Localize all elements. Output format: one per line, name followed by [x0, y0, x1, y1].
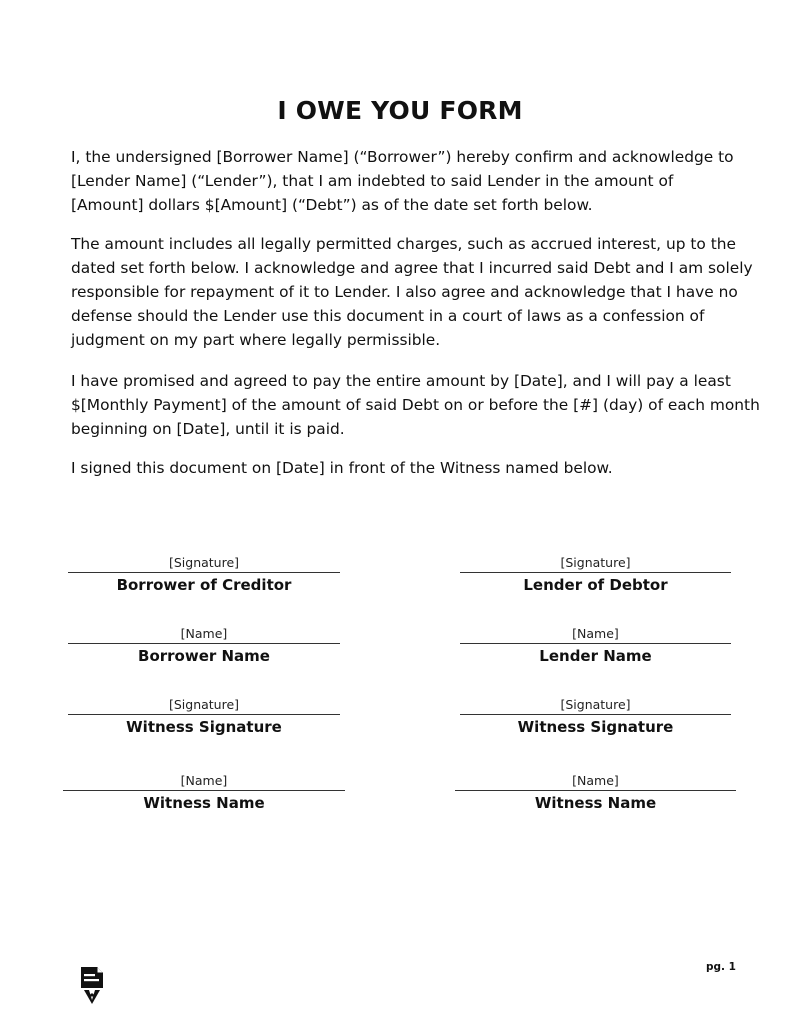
signature-label: Witness Signature — [126, 718, 282, 736]
name-placeholder[interactable]: [Name] — [572, 626, 619, 641]
text-line: defense should the Lender use this document in a court of laws as a confession of — [71, 307, 705, 325]
text-line: $[Monthly Payment] of the amount of said Debt on or before the [#] (day) of each month — [71, 396, 760, 414]
text-line: The amount includes all legally permitted charges, such as accrued interest, up to the — [71, 235, 736, 253]
signature-line — [460, 572, 731, 573]
text-line: I, the undersigned [Borrower Name] (“Borrower”) hereby confirm and acknowledge to — [71, 148, 734, 166]
signature-label: Lender Name — [539, 647, 652, 665]
pen-document-icon — [80, 966, 106, 1006]
signature-placeholder[interactable]: [Signature] — [560, 555, 631, 570]
signature-line — [68, 643, 340, 644]
signature-line — [460, 643, 731, 644]
signature-label: Witness Name — [534, 794, 657, 812]
text-line: judgment on my part where legally permissible. — [71, 331, 441, 349]
paragraph-acknowledgement — [71, 145, 734, 217]
signature-label: Borrower Name — [138, 647, 270, 665]
text-line: I signed this document on [Date] in front of the Witness named below. — [71, 459, 613, 477]
name-placeholder[interactable]: [Name] — [180, 773, 228, 788]
text-line: I have promised and agreed to pay the entire amount by [Date], and I will pay a least — [71, 372, 731, 390]
signature-line — [460, 714, 731, 715]
page-number: pg. 1 — [706, 961, 736, 973]
signature-label: Witness Name — [143, 794, 265, 812]
text-line: [Amount] dollars $[Amount] (“Debt”) as of the date set forth below. — [71, 196, 593, 214]
signature-block-witness-left — [68, 697, 340, 736]
text-line: responsible for repayment of it to Lender. I also agree and acknowledge that I have no — [71, 283, 738, 301]
name-block-lender — [460, 626, 731, 665]
name-block-witness-left — [63, 773, 345, 812]
signature-label: Witness Signature — [517, 718, 674, 736]
signature-label: Lender of Debtor — [523, 576, 668, 594]
signature-block-witness-right — [460, 697, 731, 736]
name-block-witness-right — [455, 773, 736, 812]
document-title: I OWE YOU FORM — [277, 96, 523, 125]
signature-line — [68, 714, 340, 715]
text-line: [Lender Name] (“Lender”), that I am indebted to said Lender in the amount of — [71, 172, 674, 190]
name-placeholder[interactable]: [Name] — [572, 773, 619, 788]
name-block-borrower — [68, 626, 340, 665]
signature-line — [63, 790, 345, 791]
signature-line — [68, 572, 340, 573]
paragraph-signing-statement — [71, 456, 731, 480]
paragraph-charges — [71, 232, 753, 352]
signature-block-borrower — [68, 555, 340, 594]
signature-placeholder[interactable]: [Signature] — [168, 555, 240, 570]
text-line: beginning on [Date], until it is paid. — [71, 420, 345, 438]
signature-placeholder[interactable]: [Signature] — [560, 697, 631, 712]
paragraph-payment-terms — [71, 369, 760, 441]
signature-placeholder[interactable]: [Signature] — [168, 697, 240, 712]
signature-line — [455, 790, 736, 791]
text-line: dated set forth below. I acknowledge and agree that I incurred said Debt and I am solely — [71, 259, 753, 277]
signature-block-lender — [460, 555, 731, 594]
signature-label: Borrower of Creditor — [116, 576, 292, 594]
name-placeholder[interactable]: [Name] — [180, 626, 228, 641]
